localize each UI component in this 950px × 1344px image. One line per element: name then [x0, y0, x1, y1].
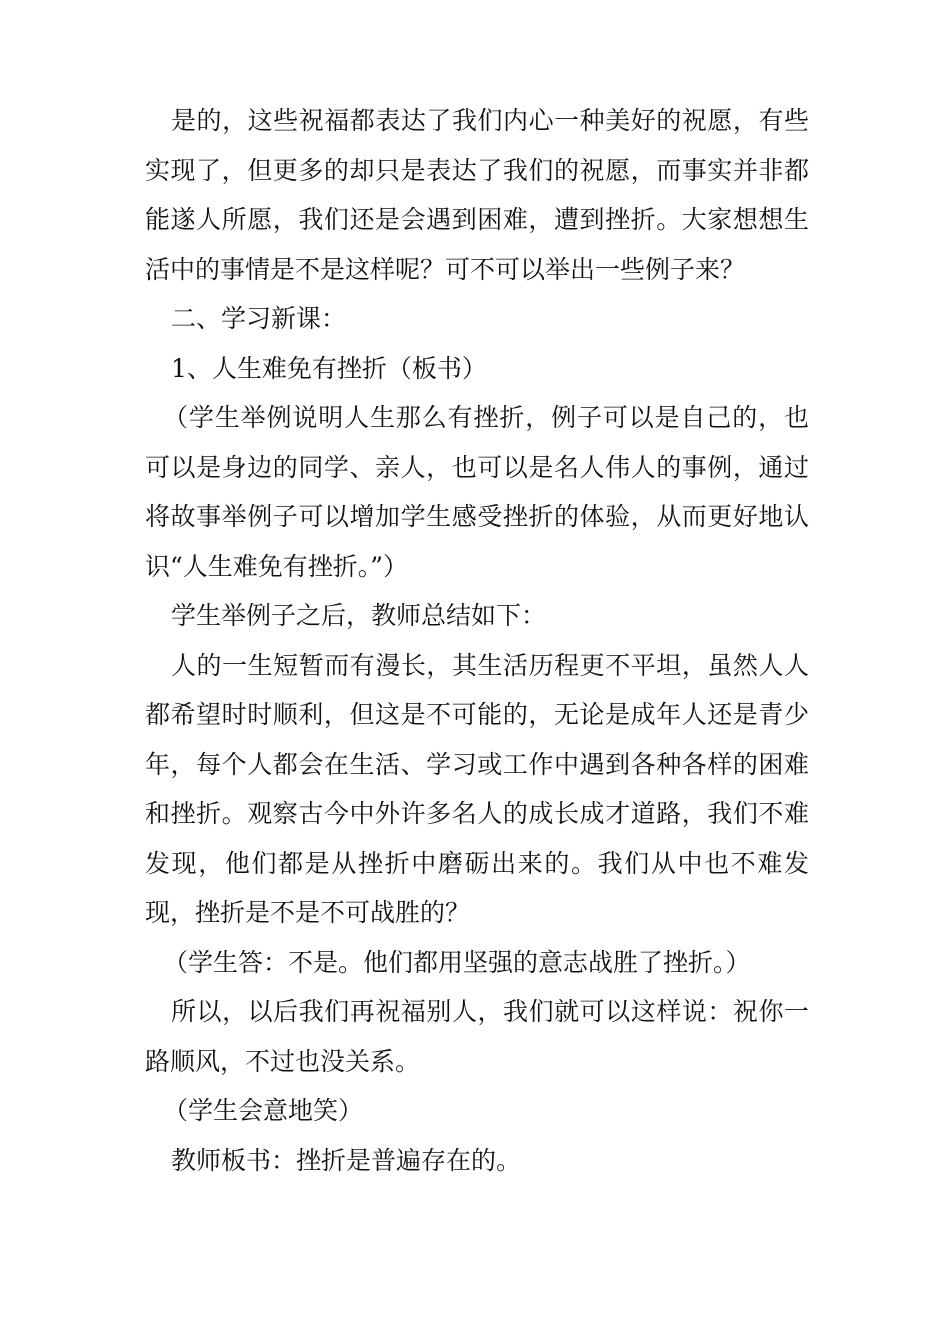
paragraph-student-answer: （学生答：不是。他们都用坚强的意志战胜了挫折。） — [163, 947, 751, 977]
subheading-frustration: 1、人生难免有挫折（板书） — [171, 353, 487, 383]
paragraph-teacher-summary-intro: 学生举例子之后，教师总结如下： — [171, 601, 547, 630]
paragraph-blessing: 所以，以后我们再祝福别人，我们就可以这样说：祝你一路顺风，不过也没关系。 — [145, 997, 809, 1076]
paragraph-student-examples-note: （学生举例说明人生那么有挫折，例子可以是自己的，也可以是身边的同学、亲人，也可以是名人伟人的事例，通过将故事举例子可以增加学生感受挫折的体验，从而更好地认识“人生难免有挫折。”） — [145, 403, 809, 581]
paragraph-board-note: 教师板书：挫折是普遍存在的。 — [171, 1145, 522, 1175]
paragraph-student-laugh: （学生会意地笑） — [163, 1096, 364, 1125]
paragraph-teacher-summary: 人的一生短暂而有漫长，其生活历程更不平坦，虽然人人都希望时时顺利，但这是不可能的，无论是成年人还是青少年，每个人都会在生活、学习或工作中遇到各种各样的困难和挫折。观察古今中外许多名人的成长成才道路，我们不难发现，他们都是从挫折中磨砺出来的。我们从中也不难发现，挫折是不是不可战胜的？ — [145, 650, 809, 927]
document-body — [145, 96, 809, 1185]
section-heading-new-lesson: 二、学习新课： — [171, 304, 347, 333]
paragraph-intro: 是的，这些祝福都表达了我们内心一种美好的祝愿，有些实现了，但更多的却只是表达了我们的祝愿，而事实并非都能遂人所愿，我们还是会遇到困难，遭到挫折。大家想想生活中的事情是不是这样呢？可不可以举出一些例子来？ — [145, 106, 809, 284]
